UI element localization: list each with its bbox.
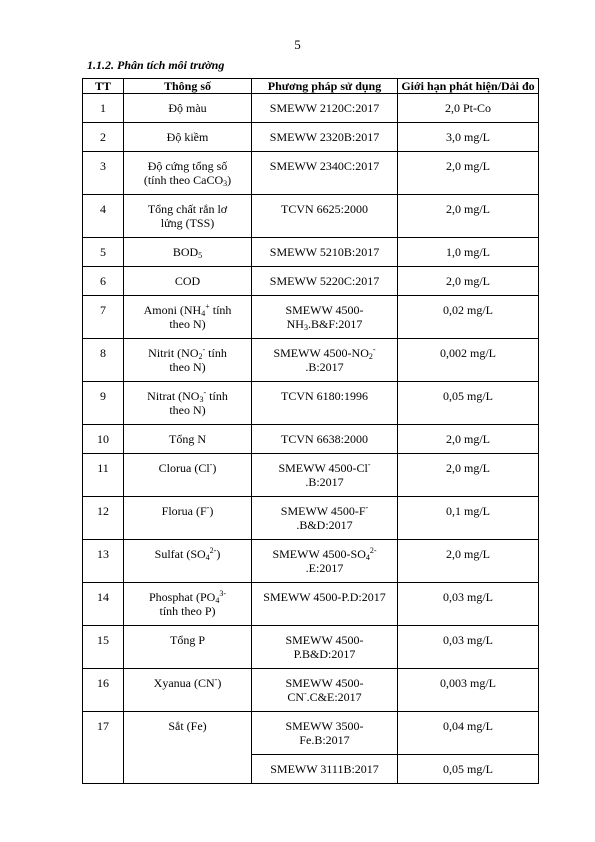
- cell-parameter: Nitrat ($NO_3^-$ tính theo N): [124, 382, 252, 425]
- cell-parameter: Sulfat $(SO_4^{2-})$: [124, 540, 252, 583]
- table-row: [83, 669, 539, 712]
- cell-limit: 2,0 mg/L: [398, 195, 539, 238]
- cell-method: SMEWW 4500-Cl- .B:2017: [252, 454, 398, 497]
- table-row: [83, 339, 539, 382]
- cell-limit: 2,0 mg/L: [398, 267, 539, 296]
- cell-parameter: Tổng P: [124, 626, 252, 669]
- cell-tt: 16: [83, 669, 124, 712]
- cell-limit: 2,0 Pt-Co: [398, 94, 539, 123]
- cell-limit: 0,1 mg/L: [398, 497, 539, 540]
- cell-limit: 0,05 mg/L: [398, 382, 539, 425]
- cell-limit: 3,0 mg/L: [398, 123, 539, 152]
- cell-limit: 0,02 mg/L: [398, 296, 539, 339]
- table-row: [83, 497, 539, 540]
- table-row: [83, 152, 539, 195]
- cell-limit: 2,0 mg/L: [398, 425, 539, 454]
- table-row: [83, 712, 539, 755]
- cell-tt: 15: [83, 626, 124, 669]
- header-tt: TT: [83, 79, 124, 94]
- cell-tt: 14: [83, 583, 124, 626]
- cell-limit: 0,002 mg/L: [398, 339, 539, 382]
- table-row: [83, 425, 539, 454]
- table-row: [83, 238, 539, 267]
- cell-method: TCVN 6180:1996: [252, 382, 398, 425]
- cell-method: SMEWW 5210B:2017: [252, 238, 398, 267]
- header-method: Phương pháp sử dụng: [252, 79, 398, 94]
- cell-method: SMEWW 4500-F- .B&D:2017: [252, 497, 398, 540]
- cell-method: SMEWW 3111B:2017: [252, 755, 398, 784]
- cell-tt: 4: [83, 195, 124, 238]
- cell-limit: 0,03 mg/L: [398, 626, 539, 669]
- cell-tt: 9: [83, 382, 124, 425]
- cell-tt: 11: [83, 454, 124, 497]
- cell-method: TCVN 6625:2000: [252, 195, 398, 238]
- cell-tt: 17: [83, 712, 124, 784]
- table-row: [83, 296, 539, 339]
- cell-method: SMEWW $4500-NO_2^-$ .B:2017: [252, 339, 398, 382]
- cell-parameter: Phosphat ($PO_4^{3-}$ tính theo P): [124, 583, 252, 626]
- section-title: 1.1.2. Phân tích môi trường: [87, 58, 225, 72]
- cell-limit: 0,05 mg/L: [398, 755, 539, 784]
- cell-parameter: Nitrit ($NO_2^-$ tính theo N): [124, 339, 252, 382]
- cell-method: TCVN 6638:2000: [252, 425, 398, 454]
- cell-tt: 2: [83, 123, 124, 152]
- cell-method: SMEWW 2320B:2017: [252, 123, 398, 152]
- cell-tt: 8: [83, 339, 124, 382]
- table-row: [83, 94, 539, 123]
- cell-parameter: Xyanua (CN-): [124, 669, 252, 712]
- table-row: [83, 583, 539, 626]
- cell-parameter: Amoni ($NH_4^+$ tính theo N): [124, 296, 252, 339]
- table-row: [83, 195, 539, 238]
- cell-parameter: Sắt (Fe): [124, 712, 252, 784]
- cell-parameter: Độ cứng tổng số (tính theo CaCO$_3$): [124, 152, 252, 195]
- cell-parameter: COD: [124, 267, 252, 296]
- table-row: [83, 267, 539, 296]
- cell-limit: 0,04 mg/L: [398, 712, 539, 755]
- cell-tt: 6: [83, 267, 124, 296]
- cell-method: SMEWW $4500-SO_4^{2-}$ .E:2017: [252, 540, 398, 583]
- cell-parameter: $BOD_5$: [124, 238, 252, 267]
- cell-parameter: Clorua (Cl-): [124, 454, 252, 497]
- cell-parameter: Độ kiềm: [124, 123, 252, 152]
- cell-tt: 12: [83, 497, 124, 540]
- cell-method: SMEWW 4500- CN-.C&E:2017: [252, 669, 398, 712]
- table-row: [83, 454, 539, 497]
- table-row: [83, 382, 539, 425]
- cell-method: SMEWW 5220C:2017: [252, 267, 398, 296]
- table-row: [83, 626, 539, 669]
- page-number: 5: [294, 37, 301, 52]
- cell-limit: 2,0 mg/L: [398, 540, 539, 583]
- cell-method: SMEWW 4500- P.B&D:2017: [252, 626, 398, 669]
- cell-parameter: Tổng chất rắn lơ lửng (TSS): [124, 195, 252, 238]
- cell-parameter: Độ màu: [124, 94, 252, 123]
- cell-tt: 10: [83, 425, 124, 454]
- cell-method: SMEWW 2120C:2017: [252, 94, 398, 123]
- cell-limit: 0,003 mg/L: [398, 669, 539, 712]
- header-parameter: Thông số: [124, 79, 252, 94]
- cell-tt: 1: [83, 94, 124, 123]
- cell-limit: 1,0 mg/L: [398, 238, 539, 267]
- cell-method: SMEWW 3500- Fe.B:2017: [252, 712, 398, 755]
- cell-method: SMEWW 4500- $NH_3.B\&F:2017$: [252, 296, 398, 339]
- table-row: [83, 123, 539, 152]
- header-limit: Giới hạn phát hiện/Dải đo: [398, 79, 539, 94]
- cell-limit: 2,0 mg/L: [398, 152, 539, 195]
- cell-tt: 7: [83, 296, 124, 339]
- cell-tt: 13: [83, 540, 124, 583]
- cell-tt: 5: [83, 238, 124, 267]
- cell-parameter: Florua (F-): [124, 497, 252, 540]
- table-header-row: [83, 79, 539, 94]
- cell-method: SMEWW 2340C:2017: [252, 152, 398, 195]
- cell-limit: 2,0 mg/L: [398, 454, 539, 497]
- cell-tt: 3: [83, 152, 124, 195]
- table-row: [83, 540, 539, 583]
- cell-parameter: Tổng N: [124, 425, 252, 454]
- cell-limit: 0,03 mg/L: [398, 583, 539, 626]
- cell-method: SMEWW 4500-P.D:2017: [252, 583, 398, 626]
- analysis-table: [82, 78, 539, 784]
